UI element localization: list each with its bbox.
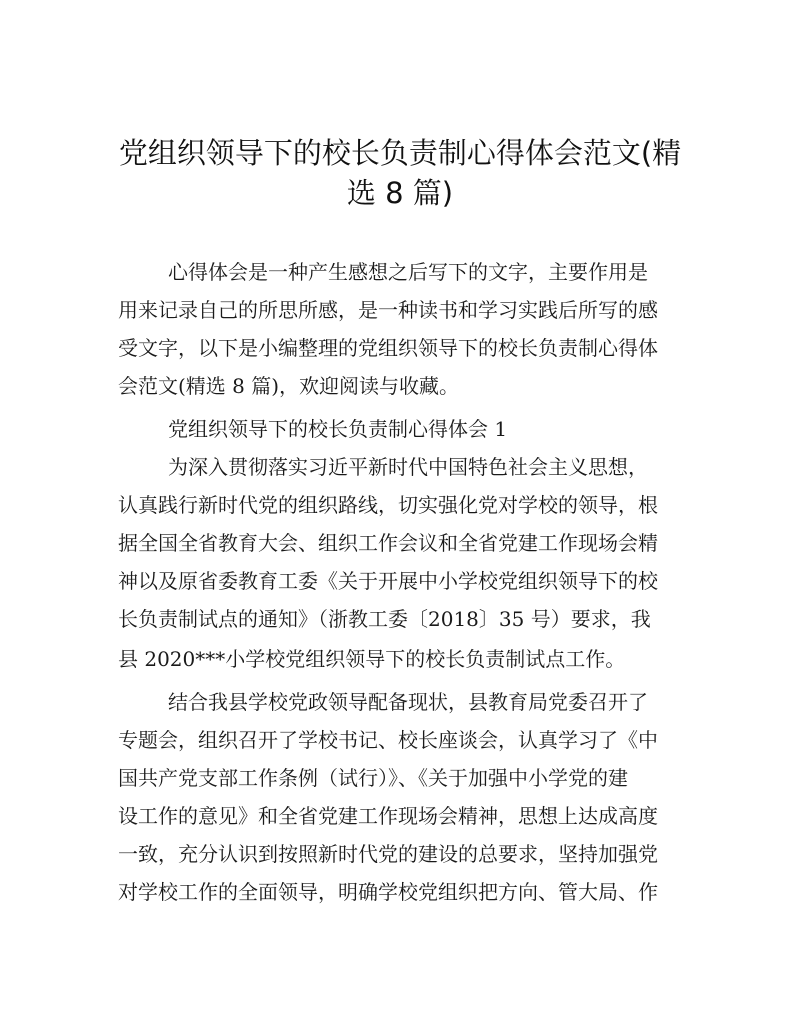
section-heading: 党组织领导下的校长负责制心得体会 1 <box>168 417 508 441</box>
intro-line: 用来记录自己的所思所感，是一种读书和学习实践后所写的感 <box>118 298 658 322</box>
paragraph-2-line: 对学校工作的全面领导，明确学校党组织把方向、管大局、作 <box>118 880 658 904</box>
paragraph-1-line: 县 2020***小学校党组织领导下的校长负责制试点工作。 <box>118 647 626 671</box>
intro-line: 心得体会是一种产生感想之后写下的文字，主要作用是 <box>168 260 648 284</box>
paragraph-1-line: 神以及原省委教育工委《关于开展中小学校党组织领导下的校 <box>118 569 658 593</box>
document-title-line-1: 党组织领导下的校长负责制心得体会范文(精 <box>118 136 682 170</box>
intro-line: 会范文(精选 8 篇)，欢迎阅读与收藏。 <box>118 374 460 398</box>
paragraph-2-line: 专题会，组织召开了学校书记、校长座谈会，认真学习了《中 <box>118 728 658 752</box>
paragraph-2-line: 结合我县学校党政领导配备现状，县教育局党委召开了 <box>168 690 648 714</box>
intro-line: 受文字，以下是小编整理的党组织领导下的校长负责制心得体 <box>118 336 658 360</box>
paragraph-1-line: 长负责制试点的通知》（浙教工委〔2018〕35 号）要求，我 <box>118 607 651 631</box>
paragraph-2-line: 一致，充分认识到按照新时代党的建设的总要求，坚持加强党 <box>118 842 658 866</box>
paragraph-2-line: 设工作的意见》和全省党建工作现场会精神，思想上达成高度 <box>118 804 658 828</box>
paragraph-1-line: 为深入贯彻落实习近平新时代中国特色社会主义思想， <box>168 455 648 479</box>
paragraph-1-line: 认真践行新时代党的组织路线，切实强化党对学校的领导，根 <box>118 493 658 517</box>
document-title-line-2: 选 8 篇) <box>346 176 454 210</box>
paragraph-1-line: 据全国全省教育大会、组织工作会议和全省党建工作现场会精 <box>118 531 658 555</box>
paragraph-2-line: 国共产党支部工作条例（试行）》、《关于加强中小学党的建 <box>118 766 628 790</box>
